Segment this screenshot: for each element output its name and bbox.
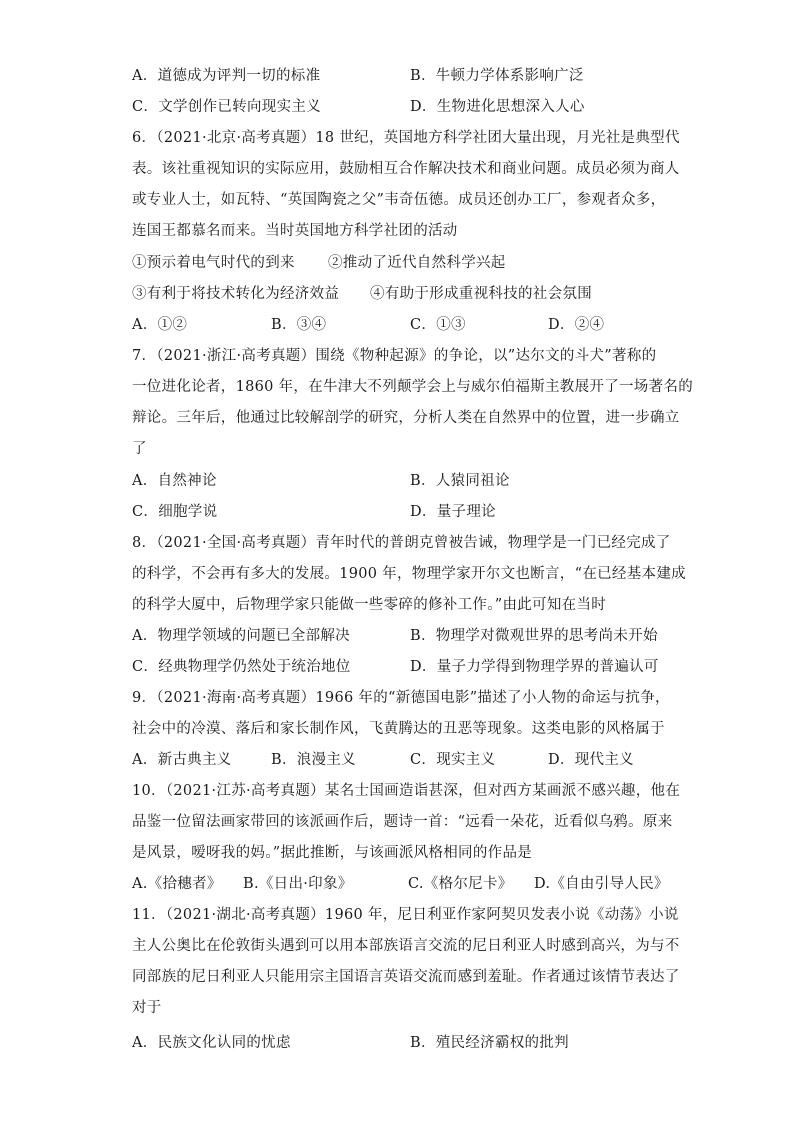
q8-option-d[interactable]: D．量子力学得到物理学界的普遍认可 xyxy=(410,659,659,675)
q10-option-c[interactable]: C.《格尔尼卡》 xyxy=(408,876,513,892)
q10-stem-line: 是风景，嗳呀我的妈。”据此推断，与该画派风格相同的作品是 xyxy=(132,845,533,861)
q11-stem-line: 主人公奥比在伦敦街头遇到可以用本部族语言交流的尼日利亚人时感到高兴，为与不 xyxy=(132,938,680,954)
q6-statement-4: ④有助于形成重视科技的社会氛围 xyxy=(370,286,592,302)
q11-stem-line: 对于 xyxy=(132,1000,162,1016)
q5-option-a[interactable]: A．道德成为评判一切的标准 xyxy=(132,68,321,84)
q10-stem-line: 品鉴一位留法画家带回的该派画作后，题诗一首：“远看一朵花，近看似乌鸦。原来 xyxy=(132,814,673,830)
q7-stem-line: 7．（2021·浙江·高考真题）围绕《物种起源》的争论，以”达尔文的斗犬”著称的 xyxy=(132,348,657,364)
q6-stem-line: 连国王都慕名而来。当时英国地方科学社团的活动 xyxy=(132,223,458,239)
q8-stem-line: 的科学，不会再有多大的发展。1900 年，物理学家开尔文也断言，“在已经基本建成 xyxy=(132,566,686,582)
q9-option-c[interactable]: C．现实主义 xyxy=(410,752,496,768)
q10-option-a[interactable]: A.《拾穗者》 xyxy=(132,876,222,892)
q6-stem-line: 表。该社重视知识的实际应用，鼓励相互合作解决技术和商业问题。成员必须为商人 xyxy=(132,161,680,177)
q8-option-b[interactable]: B．物理学对微观世界的思考尚未开始 xyxy=(410,628,658,644)
q7-stem-line: 一位进化论者，1860 年，在牛津大不列颠学会上与威尔伯福斯主教展开了一场著名的 xyxy=(132,379,694,395)
q6-option-a[interactable]: A．①② xyxy=(132,317,188,333)
q5-option-c[interactable]: C．文学创作已转向现实主义 xyxy=(132,99,321,115)
q6-statement-3: ③有利于将技术转化为经济效益 xyxy=(132,286,340,302)
q7-stem-line: 了 xyxy=(132,441,147,457)
q6-option-d[interactable]: D．②④ xyxy=(548,317,605,333)
q5-option-b[interactable]: B．牛顿力学体系影响广泛 xyxy=(410,68,584,84)
q6-statement-2: ②推动了近代自然科学兴起 xyxy=(328,255,506,271)
q6-option-b[interactable]: B．③④ xyxy=(271,317,327,333)
q6-option-c[interactable]: C．①③ xyxy=(410,317,466,333)
q11-stem-line: 同部族的尼日利亚人只能用宗主国语言英语交流而感到羞耻。作者通过该情节表达了 xyxy=(132,969,680,985)
q11-stem-line: 11．（2021·湖北·高考真题）1960 年，尼日利亚作家阿契贝发表小说《动荡》小说 xyxy=(132,907,679,923)
q8-option-a[interactable]: A．物理学领域的问题已全部解决 xyxy=(132,628,350,644)
q8-option-c[interactable]: C．经典物理学仍然处于统治地位 xyxy=(132,659,351,675)
q9-option-b[interactable]: B．浪漫主义 xyxy=(271,752,356,768)
q9-option-a[interactable]: A．新古典主义 xyxy=(132,752,232,768)
q7-option-d[interactable]: D．量子理论 xyxy=(410,504,496,520)
q7-option-b[interactable]: B．人猿同祖论 xyxy=(410,473,510,489)
q9-option-d[interactable]: D．现代主义 xyxy=(548,752,634,768)
q7-option-a[interactable]: A．自然神论 xyxy=(132,473,217,489)
q8-stem-line: 8．（2021·全国·高考真题）青年时代的普朗克曾被告诫，物理学是一门已经完成了 xyxy=(132,535,671,551)
q9-stem-line: 9．（2021·海南·高考真题）1966 年的“新德国电影”描述了小人物的命运与抗争， xyxy=(132,690,670,706)
q6-statement-1: ①预示着电气时代的到来 xyxy=(132,255,295,271)
q10-option-d[interactable]: D.《自由引导人民》 xyxy=(534,876,669,892)
q6-stem-line: 6．（2021·北京·高考真题）18 世纪，英国地方科学社团大量出现，月光社是典型代 xyxy=(132,130,680,146)
q7-stem-line: 辩论。三年后，他通过比较解剖学的研究，分析人类在自然界中的位置，进一步确立 xyxy=(132,410,680,426)
q5-option-d[interactable]: D．生物进化思想深入人心 xyxy=(410,99,585,115)
q7-option-c[interactable]: C．细胞学说 xyxy=(132,504,218,520)
q11-option-a[interactable]: A．民族文化认同的忧虑 xyxy=(132,1035,291,1051)
q8-stem-line: 的科学大厦中，后物理学家只能做一些零碎的修补工作。”由此可知在当时 xyxy=(132,597,607,613)
q6-stem-line: 或专业人士，如瓦特、“英国陶瓷之父”韦奇伍德。成员还创办工厂，参观者众多， xyxy=(132,192,666,208)
q10-option-b[interactable]: B.《日出·印象》 xyxy=(243,876,353,892)
q10-stem-line: 10．（2021·江苏·高考真题）某名士国画造诣甚深，但对西方某画派不感兴趣，他在 xyxy=(132,783,681,799)
q9-stem-line: 社会中的冷漠、落后和家长制作风，飞黄腾达的丑恶等现象。这类电影的风格属于 xyxy=(132,721,665,737)
q11-option-b[interactable]: B．殖民经济霸权的批判 xyxy=(410,1035,569,1051)
